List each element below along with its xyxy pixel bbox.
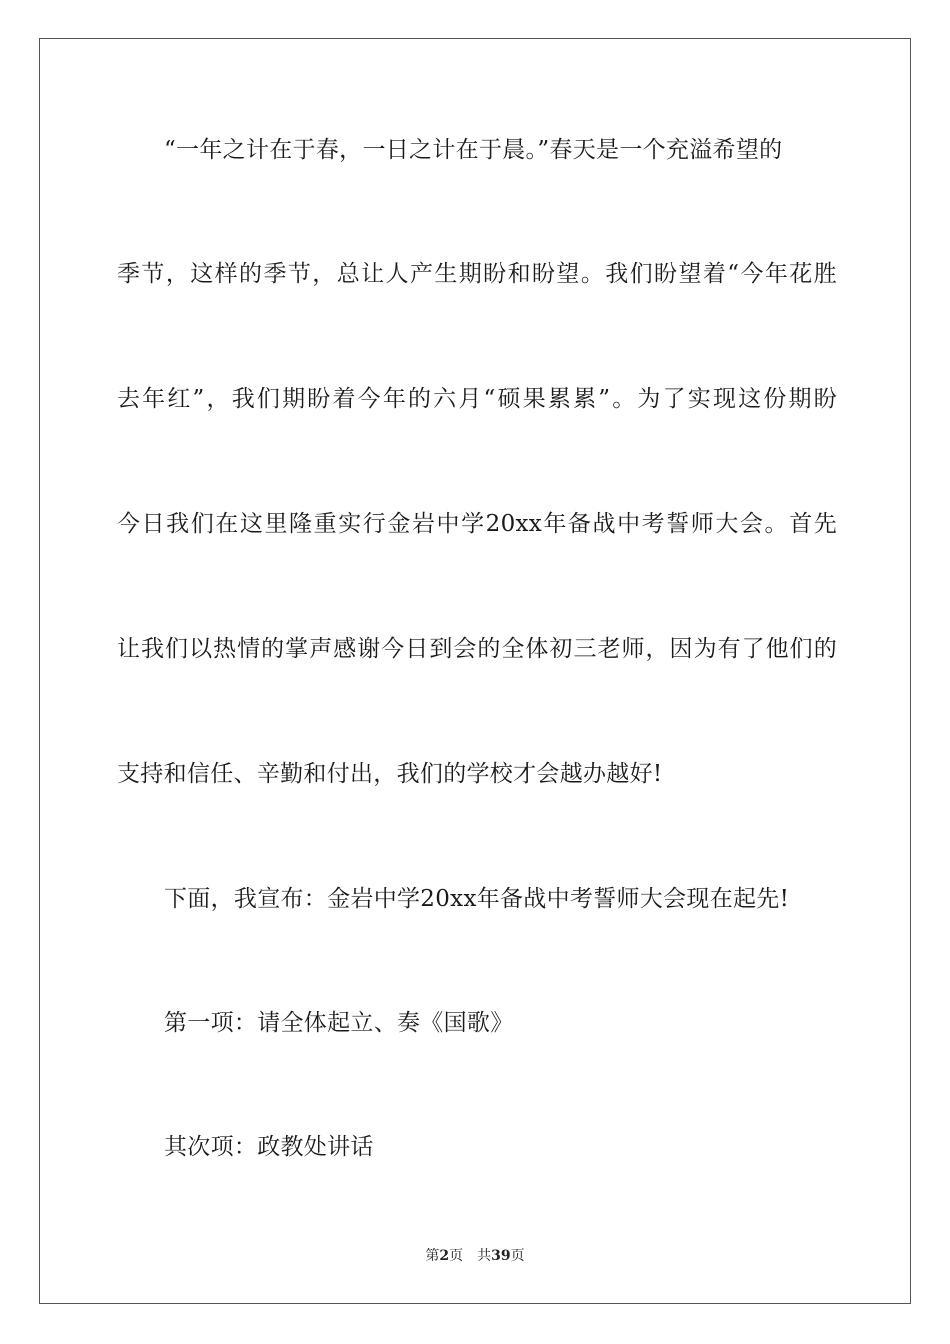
page-border	[39, 38, 911, 1304]
paragraph-1-line-2: 季节，这样的季节，总让人产生期盼和盼望。我们盼望着“今年花胜	[117, 261, 837, 287]
announcement-paragraph: 下面，我宣布：金岩中学20xx年备战中考誓师大会现在起先!	[164, 886, 790, 912]
paragraph-1-line-4: 今日我们在这里隆重实行金岩中学20xx年备战中考誓师大会。首先	[117, 511, 837, 537]
footer-page-prefix: 第	[425, 1248, 440, 1264]
footer-page-suffix: 页	[449, 1248, 464, 1264]
paragraph-1-line-6: 支持和信任、辛勤和付出，我们的学校才会越办越好!	[117, 761, 663, 787]
agenda-item-1: 第一项：请全体起立、奏《国歌》	[164, 1010, 514, 1036]
page-footer	[0, 1247, 950, 1265]
footer-total-pages: 39	[491, 1248, 511, 1264]
footer-total-suffix: 页	[510, 1248, 525, 1264]
paragraph-1-line-5: 让我们以热情的掌声感谢今日到会的全体初三老师，因为有了他们的	[117, 636, 837, 662]
footer-total-prefix: 共	[477, 1248, 492, 1264]
paragraph-1-line-3: 去年红”，我们期盼着今年的六月“硕果累累”。为了实现这份期盼	[117, 386, 837, 412]
paragraph-1-line-1: “一年之计在于春，一日之计在于晨。”春天是一个充溢希望的	[164, 137, 783, 163]
agenda-item-2: 其次项：政教处讲话	[164, 1134, 374, 1160]
footer-page-number: 2	[439, 1248, 450, 1264]
